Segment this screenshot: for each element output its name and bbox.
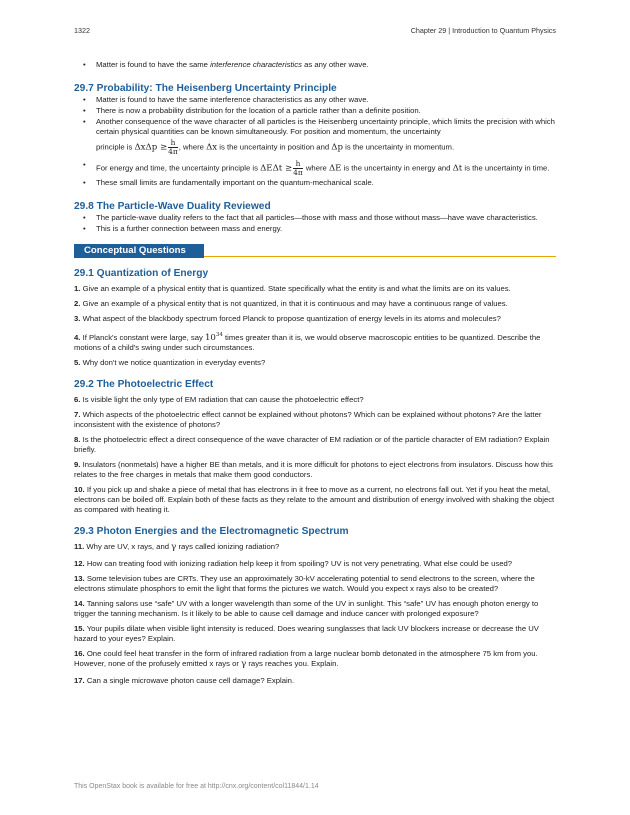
list-item: • This is a further connection between mass and energy. — [96, 224, 556, 234]
section-29-7-bullets — [74, 95, 556, 188]
math-delta-e: ΔE — [328, 163, 342, 174]
banner-rule — [204, 256, 556, 257]
question-text: Your pupils dilate when visible light intensity is reduced. Does wearing sunglasses that lack UV blockers increase or decrease the UV hazard to your eyes? Explain. — [74, 624, 539, 643]
math-delta-t: Δt — [452, 163, 463, 174]
list-item: • Matter is found to have the same interference characteristics as any other wave. — [96, 95, 556, 105]
uncertainty-energy-line — [96, 160, 556, 177]
bullet-text: principle is — [96, 142, 133, 152]
fraction-numerator: h — [293, 160, 303, 169]
math-gamma: γ — [171, 542, 177, 552]
page-footer: This OpenStax book is available for free at http://cnx.org/content/col11844/1.14 — [74, 783, 319, 790]
chapter-header: Chapter 29 | Introduction to Quantum Physics — [410, 26, 556, 35]
question-8 — [74, 435, 556, 455]
question-17 — [74, 676, 556, 686]
question-number: 13. — [74, 574, 85, 583]
question-number: 3. — [74, 314, 81, 323]
question-text: Insulators (nonmetals) have a higher BE than metals, and it is more difficult for photons to eject electrons from insulators. Discuss how this relates to the free charges in metals that make them good conductors. — [74, 460, 553, 479]
question-1 — [74, 284, 556, 294]
section-heading-29-3: 29.3 Photon Energies and the Electromagnetic Spectrum — [74, 526, 349, 537]
question-number: 6. — [74, 395, 81, 404]
list-item — [96, 60, 556, 70]
bullet-text: is the uncertainty in energy and — [343, 163, 451, 173]
conceptual-questions-label: Conceptual Questions — [74, 244, 204, 258]
question-text: Is the photoelectric effect a direct consequence of the wave character of EM radiation or of the particle character of EM radiation? Explain briefly. — [74, 435, 550, 454]
question-text: Give an example of a physical entity that is not quantized, in that it is continuous and may have a continuous range of values. — [82, 299, 508, 308]
question-text: Can a single microwave photon cause cell damage? Explain. — [86, 676, 295, 685]
math-exponent: 34 — [215, 332, 223, 338]
question-number: 12. — [74, 559, 85, 568]
question-2 — [74, 299, 556, 309]
question-number: 11. — [74, 542, 85, 551]
question-13 — [74, 574, 556, 594]
question-text: rays called ionizing radiation? — [178, 542, 280, 551]
question-4 — [74, 330, 556, 353]
bullet-text: is the uncertainty in time. — [464, 163, 550, 173]
math-delta-x: Δx — [206, 142, 218, 153]
math-expression: ΔxΔp ≥ — [134, 142, 168, 153]
question-number: 10. — [74, 485, 85, 494]
question-text: How can treating food with ionizing radiation help keep it from spoiling? UV is not very penetrating. What else could be used? — [86, 559, 513, 568]
question-6 — [74, 395, 556, 405]
question-text: Why are UV, x rays, and — [86, 542, 170, 551]
section-heading-29-2: 29.2 The Photoelectric Effect — [74, 379, 214, 390]
list-item — [96, 117, 556, 156]
list-item — [96, 160, 556, 177]
bullet-text: as any other wave. — [301, 60, 369, 69]
question-5 — [74, 358, 556, 368]
question-16 — [74, 649, 556, 669]
question-10 — [74, 485, 556, 515]
top-bullet-list — [74, 60, 556, 70]
question-number: 5. — [74, 358, 81, 367]
bullet-text: where — [305, 163, 327, 173]
fraction-h-over-4pi — [168, 139, 178, 156]
fraction-h-over-4pi — [293, 160, 303, 177]
question-number: 9. — [74, 460, 81, 469]
question-15 — [74, 624, 556, 644]
section-heading-29-7: 29.7 Probability: The Heisenberg Uncertainty Principle — [74, 83, 337, 94]
question-number: 16. — [74, 649, 85, 658]
section-heading-29-8: 29.8 The Particle-Wave Duality Reviewed — [74, 201, 271, 212]
question-text: Tanning salons use “safe” UV with a longer wavelength than some of the UV in sunlight. This “safe” UV has enough photon energy to trigger the tanning mechanism. Is it likely to be able to cause cell damage and induce cancer with prolonged exposure? — [74, 599, 539, 618]
list-item: • The particle-wave duality refers to the fact that all particles—those with mass and those without mass—have wave characteristics. — [96, 213, 556, 223]
question-9 — [74, 460, 556, 480]
page-number: 1322 — [74, 26, 90, 35]
question-number: 8. — [74, 435, 81, 444]
fraction-denominator: 4π — [168, 147, 178, 156]
bullet-emphasis: interference characteristics — [210, 60, 302, 69]
question-number: 7. — [74, 410, 81, 419]
question-text: Give an example of a physical entity that is quantized. State specifically what the entity is and what the limits are on its values. — [82, 284, 511, 293]
bullet-text: is the uncertainty in momentum. — [345, 142, 455, 152]
question-text: One could feel heat transfer in the form of infrared radiation from a large nuclear bomb detonated in the atmosphere 75 km from you. However, none of the profusely emitted x rays or — [74, 649, 538, 668]
bullet-text: , where — [178, 142, 204, 152]
math-power-of-ten — [205, 333, 223, 343]
question-number: 17. — [74, 676, 85, 685]
list-item: • There is now a probability distribution for the location of a particle rather than a definite position. — [96, 106, 556, 116]
math-delta-p: Δp — [331, 142, 343, 153]
question-text: rays reaches you. Explain. — [248, 659, 339, 668]
fraction-denominator: 4π — [293, 168, 303, 177]
question-text: Why don't we notice quantization in everyday events? — [82, 358, 266, 367]
fraction-numerator: h — [168, 139, 178, 148]
bullet-text: Matter is found to have the same — [96, 60, 211, 69]
question-text: If Planck's constant were large, say — [82, 333, 203, 342]
question-number: 2. — [74, 299, 81, 308]
section-heading-29-1: 29.1 Quantization of Energy — [74, 268, 209, 279]
math-base: 10 — [204, 333, 216, 343]
question-number: 14. — [74, 599, 85, 608]
bullet-text: is the uncertainty in position and — [219, 142, 330, 152]
bullet-text: Another consequence of the wave character of all particles is the Heisenberg uncertainty principle, which limits the precision with which certain physical quantities can be known simultaneously. For position and momentum, the uncertainty — [96, 117, 555, 136]
question-text: times greater than it is, we would observe macroscopic entities to be quantized. Describe the motions of a child's swing under such circumstances. — [74, 333, 541, 352]
question-number: 4. — [74, 333, 81, 342]
question-number: 1. — [74, 284, 81, 293]
math-expression: ΔEΔt ≥ — [260, 163, 293, 174]
question-7 — [74, 410, 556, 430]
math-gamma: γ — [241, 659, 247, 669]
question-text: Is visible light the only type of EM radiation that can cause the photoelectric effect? — [82, 395, 364, 404]
question-text: What aspect of the blackbody spectrum forced Planck to propose quantization of energy levels in its atoms and molecules? — [82, 314, 501, 323]
conceptual-questions-banner — [74, 244, 556, 258]
question-text: Some television tubes are CRTs. They use an approximately 30-kV accelerating potential to send electrons to the screen, where the electrons stimulate phosphors to emit the light that forms the pictures we watch. Would you expect x rays also to be created? — [74, 574, 535, 593]
list-item: • These small limits are fundamentally important on the quantum-mechanical scale. — [96, 178, 556, 188]
section-29-8-bullets — [74, 213, 556, 234]
question-11 — [74, 542, 556, 552]
bullet-text: For energy and time, the uncertainty principle is — [96, 163, 258, 173]
question-text: If you pick up and shake a piece of metal that has electrons in it free to move as a current, no electrons fall out. Yet if you heat the metal, electrons can be boiled off. Explain both of these facts as they relate to the amount and distribution of energy involved with shaking the object as compared with heating it. — [74, 485, 555, 514]
question-12 — [74, 559, 556, 569]
question-3 — [74, 314, 556, 324]
question-text: Which aspects of the photoelectric effect cannot be explained without photons? Which can be explained without photons? Are the latter inconsistent with the existence of photons? — [74, 410, 542, 429]
page-content — [74, 54, 556, 686]
uncertainty-position-line — [96, 139, 556, 156]
question-number: 15. — [74, 624, 85, 633]
question-14 — [74, 599, 556, 619]
